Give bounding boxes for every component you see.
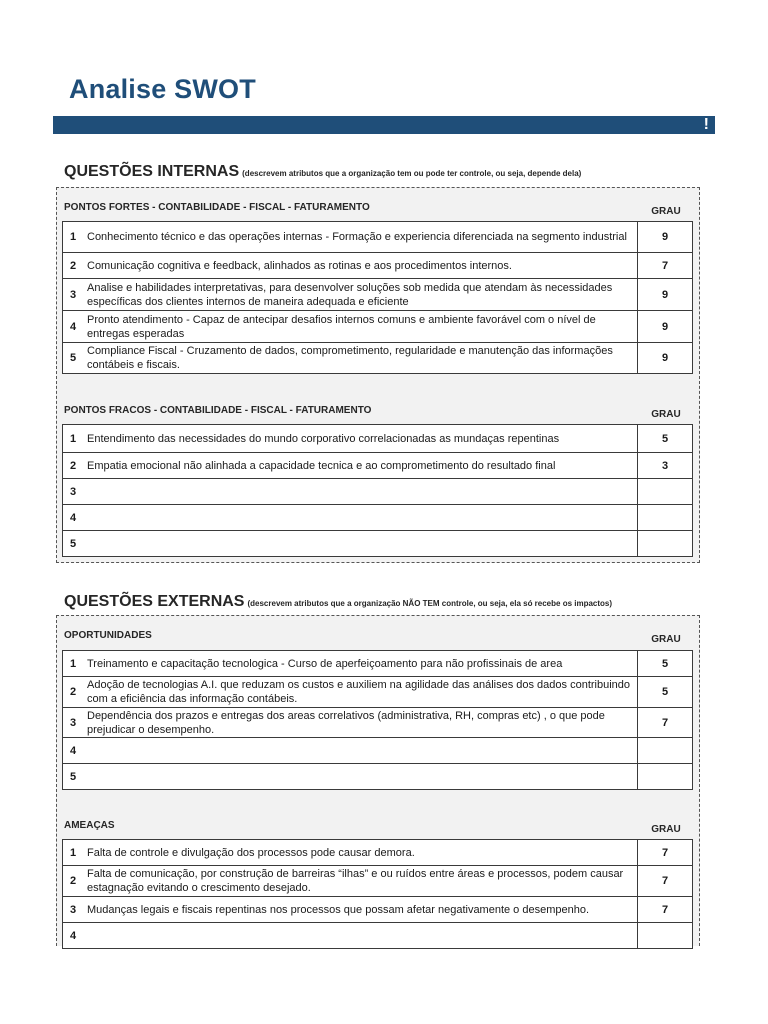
row-grau [638,764,693,790]
table-row [63,311,693,343]
row-number: 3 [63,279,84,311]
row-text [83,764,638,790]
ameacas-label: AMEAÇAS [64,820,115,831]
row-grau: 7 [638,897,693,923]
row-grau: 3 [638,453,693,479]
externas-heading [64,593,612,611]
row-text: Treinamento e capacitação tecnologica - Curso de aperfeiçoamento para não profissinais de area [83,651,638,677]
table-row [63,866,693,897]
table-row [63,897,693,923]
fortes-table [62,221,693,374]
externas-group [56,615,700,946]
row-text [83,479,638,505]
row-number: 3 [63,479,84,505]
row-number: 4 [63,505,84,531]
fracos-label: PONTOS FRACOS - CONTABILIDADE - FISCAL - FATURAMENTO [64,405,372,416]
table-row [63,923,693,949]
table-row [63,343,693,374]
oportunidades-grau-header: GRAU [651,634,681,645]
row-number: 5 [63,343,84,374]
table-row [63,253,693,279]
row-grau [638,479,693,505]
externas-title: QUESTÕES EXTERNAS [64,593,245,610]
table-row [63,651,693,677]
row-text: Adoção de tecnologias A.I. que reduzam os custos e auxiliem na agilidade das análises dos dados contribuindo com a eficiência das informação contábeis. [83,677,638,708]
row-grau: 7 [638,253,693,279]
row-number: 5 [63,531,84,557]
row-number: 3 [63,708,84,738]
row-text: Dependência dos prazos e entregas dos areas correlativos (administrativa, RH, compras etc) , o que pode prejudicar o desempenho. [83,708,638,738]
row-text [83,531,638,557]
table-row [63,840,693,866]
table-row [63,531,693,557]
table-row [63,677,693,708]
row-text: Conhecimento técnico e das operações internas - Formação e experiencia diferenciada na segmento industrial [83,222,638,253]
row-number: 2 [63,453,84,479]
row-text: Falta de comunicação, por construção de barreiras “ilhas” e ou ruídos entre áreas e processos, podem causar estagnação evitando o crescimento desejado. [83,866,638,897]
row-grau: 9 [638,222,693,253]
row-number: 1 [63,840,84,866]
row-number: 1 [63,222,84,253]
table-row [63,738,693,764]
fortes-grau-header: GRAU [651,206,681,217]
row-text: Mudanças legais e fiscais repentinas nos processos que possam afetar negativamente o desempenho. [83,897,638,923]
row-text: Compliance Fiscal - Cruzamento de dados, comprometimento, regularidade e manutenção das informações contábeis e fiscais. [83,343,638,374]
row-text: Pronto atendimento - Capaz de antecipar desafios internos comuns e ambiente favorável com o nível de entregas esperadas [83,311,638,343]
row-grau [638,505,693,531]
table-row [63,479,693,505]
row-text: Entendimento das necessidades do mundo corporativo correlacionadas as mundaças repentinas [83,425,638,453]
row-grau [638,738,693,764]
row-grau: 9 [638,343,693,374]
internas-subtitle: (descrevem atributos que a organização tem ou pode ter controle, ou seja, depende dela) [242,169,582,178]
table-row [63,453,693,479]
row-text: Falta de controle e divulgação dos processos pode causar demora. [83,840,638,866]
ameacas-grau-header: GRAU [651,824,681,835]
row-number: 5 [63,764,84,790]
row-number: 4 [63,311,84,343]
table-row [63,222,693,253]
row-text [83,923,638,949]
row-grau: 5 [638,651,693,677]
row-grau [638,531,693,557]
table-row [63,764,693,790]
row-number: 1 [63,425,84,453]
row-text: Analise e habilidades interpretativas, para desenvolver soluções sob medida que atendam às necessidades específicas dos clientes internos de maneira adequada e eficiente [83,279,638,311]
row-number: 3 [63,897,84,923]
row-grau: 9 [638,311,693,343]
row-number: 1 [63,651,84,677]
fortes-label: PONTOS FORTES - CONTABILIDADE - FISCAL - FATURAMENTO [64,202,370,213]
title-bar [53,116,715,134]
table-row [63,279,693,311]
internas-title: QUESTÕES INTERNAS [64,163,240,180]
row-grau: 9 [638,279,693,311]
row-grau [638,923,693,949]
bar-mark: ! [703,116,709,133]
row-grau: 7 [638,866,693,897]
row-number: 4 [63,738,84,764]
internas-group [56,187,700,563]
fracos-grau-header: GRAU [651,409,681,420]
row-grau: 5 [638,677,693,708]
ameacas-table [62,839,693,949]
row-grau: 7 [638,708,693,738]
row-number: 2 [63,677,84,708]
row-number: 2 [63,253,84,279]
row-text: Empatia emocional não alinhada a capacidade tecnica e ao comprometimento do resultado final [83,453,638,479]
table-row [63,505,693,531]
externas-subtitle: (descrevem atributos que a organização NÃO TEM controle, ou seja, ela só recebe os impactos) [247,599,613,608]
row-number: 2 [63,866,84,897]
row-text [83,738,638,764]
table-row [63,425,693,453]
page-title: Analise SWOT [69,74,256,104]
row-text [83,505,638,531]
oportunidades-table [62,650,693,790]
row-text: Comunicação cognitiva e feedback, alinhados as rotinas e aos procedimentos internos. [83,253,638,279]
fracos-table [62,424,693,557]
row-grau: 7 [638,840,693,866]
row-number: 4 [63,923,84,949]
row-grau: 5 [638,425,693,453]
internas-heading [64,163,581,181]
table-row [63,708,693,738]
oportunidades-label: OPORTUNIDADES [64,630,152,641]
